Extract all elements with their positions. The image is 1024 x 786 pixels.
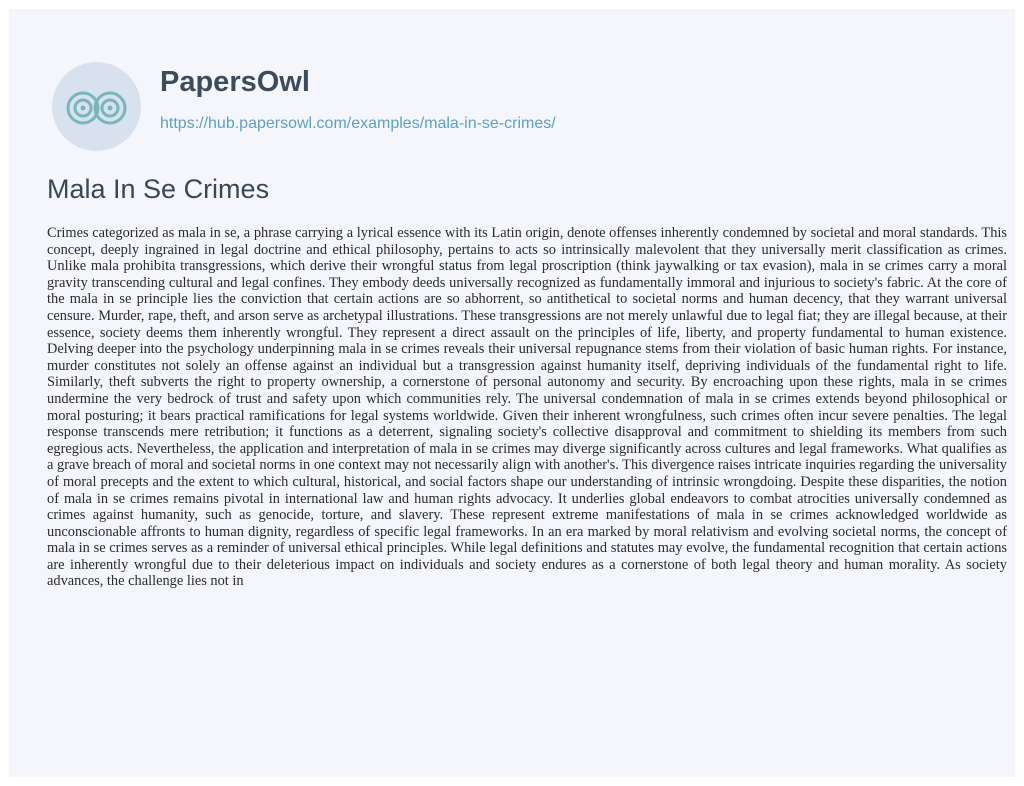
source-url-link[interactable]: https://hub.papersowl.com/examples/mala-in-se-crimes/ bbox=[160, 115, 556, 132]
page-frame bbox=[9, 9, 1015, 777]
essay-body: Crimes categorized as mala in se, a phrase carrying a lyrical essence with its Latin origin, denote offenses inherently condemned by societal and moral standards. This concept, deeply ingrained in legal doctrine and ethical philosophy, pertains to acts so intrinsically malevolent that they universally merit classification as crimes. Unlike mala prohibita transgressions, which derive their wrongful status from legal proscription (think jaywalking or tax evasion), mala in se crimes carry a moral gravity transcending cultural and legal confines. They embody deeds universally recognized as fundamentally immoral and injurious to society's fabric. At the core of the mala in se principle lies the conviction that certain actions are so abhorrent, so antithetical to societal norms and human decency, that they warrant universal censure. Murder, rape, theft, and arson serve as archetypal illustrations. These transgressions are not merely unlawful due to legal fiat; they are illegal because, at their essence, society deems them inherently wrongful. They represent a direct assault on the principles of life, liberty, and property fundamental to human existence. Delving deeper into the psychology underpinning mala in se crimes reveals their universal repugnance stems from their violation of basic human rights. For instance, murder constitutes not solely an offense against an individual but a transgression against humanity itself, depriving individuals of the fundamental right to life. Similarly, theft subverts the right to property ownership, a cornerstone of personal autonomy and security. By encroaching upon these rights, mala in se crimes undermine the very bedrock of trust and safety upon which communities rely. The universal condemnation of mala in se crimes extends beyond philosophical or moral posturing; it bears practical ramifications for legal systems worldwide. Given their inherent wrongfulness, such crimes often incur severe penalties. The legal response transcends mere retribution; it functions as a deterrent, signaling society's collective disapproval and commitment to shielding its members from such egregious acts. Nevertheless, the application and interpretation of mala in se crimes may diverge significantly across cultures and legal frameworks. What qualifies as a grave breach of moral and societal norms in one context may not necessarily align with another's. This divergence raises intricate inquiries regarding the universality of moral precepts and the extent to which cultural, historical, and social factors shape our understanding of intrinsic wrongdoing. Despite these disparities, the notion of mala in se crimes remains pivotal in international law and human rights advocacy. It underlies global endeavors to combat atrocities universally condemned as crimes against humanity, such as genocide, torture, and slavery. These represent extreme manifestations of mala in se crimes acknowledged worldwide as unconscionable affronts to human dignity, regardless of specific legal frameworks. In an era marked by moral relativism and evolving societal norms, the concept of mala in se crimes serves as a reminder of universal ethical principles. While legal definitions and statutes may evolve, the fundamental recognition that certain actions are inherently wrongful due to their deleterious impact on individuals and society endures as a cornerstone of both legal theory and human morality. As society advances, the challenge lies not in bbox=[47, 225, 1007, 590]
page-title: Mala In Se Crimes bbox=[47, 174, 270, 204]
brand-header bbox=[52, 62, 812, 152]
owl-eyes-icon bbox=[52, 62, 141, 151]
brand-name: PapersOwl bbox=[160, 66, 310, 98]
